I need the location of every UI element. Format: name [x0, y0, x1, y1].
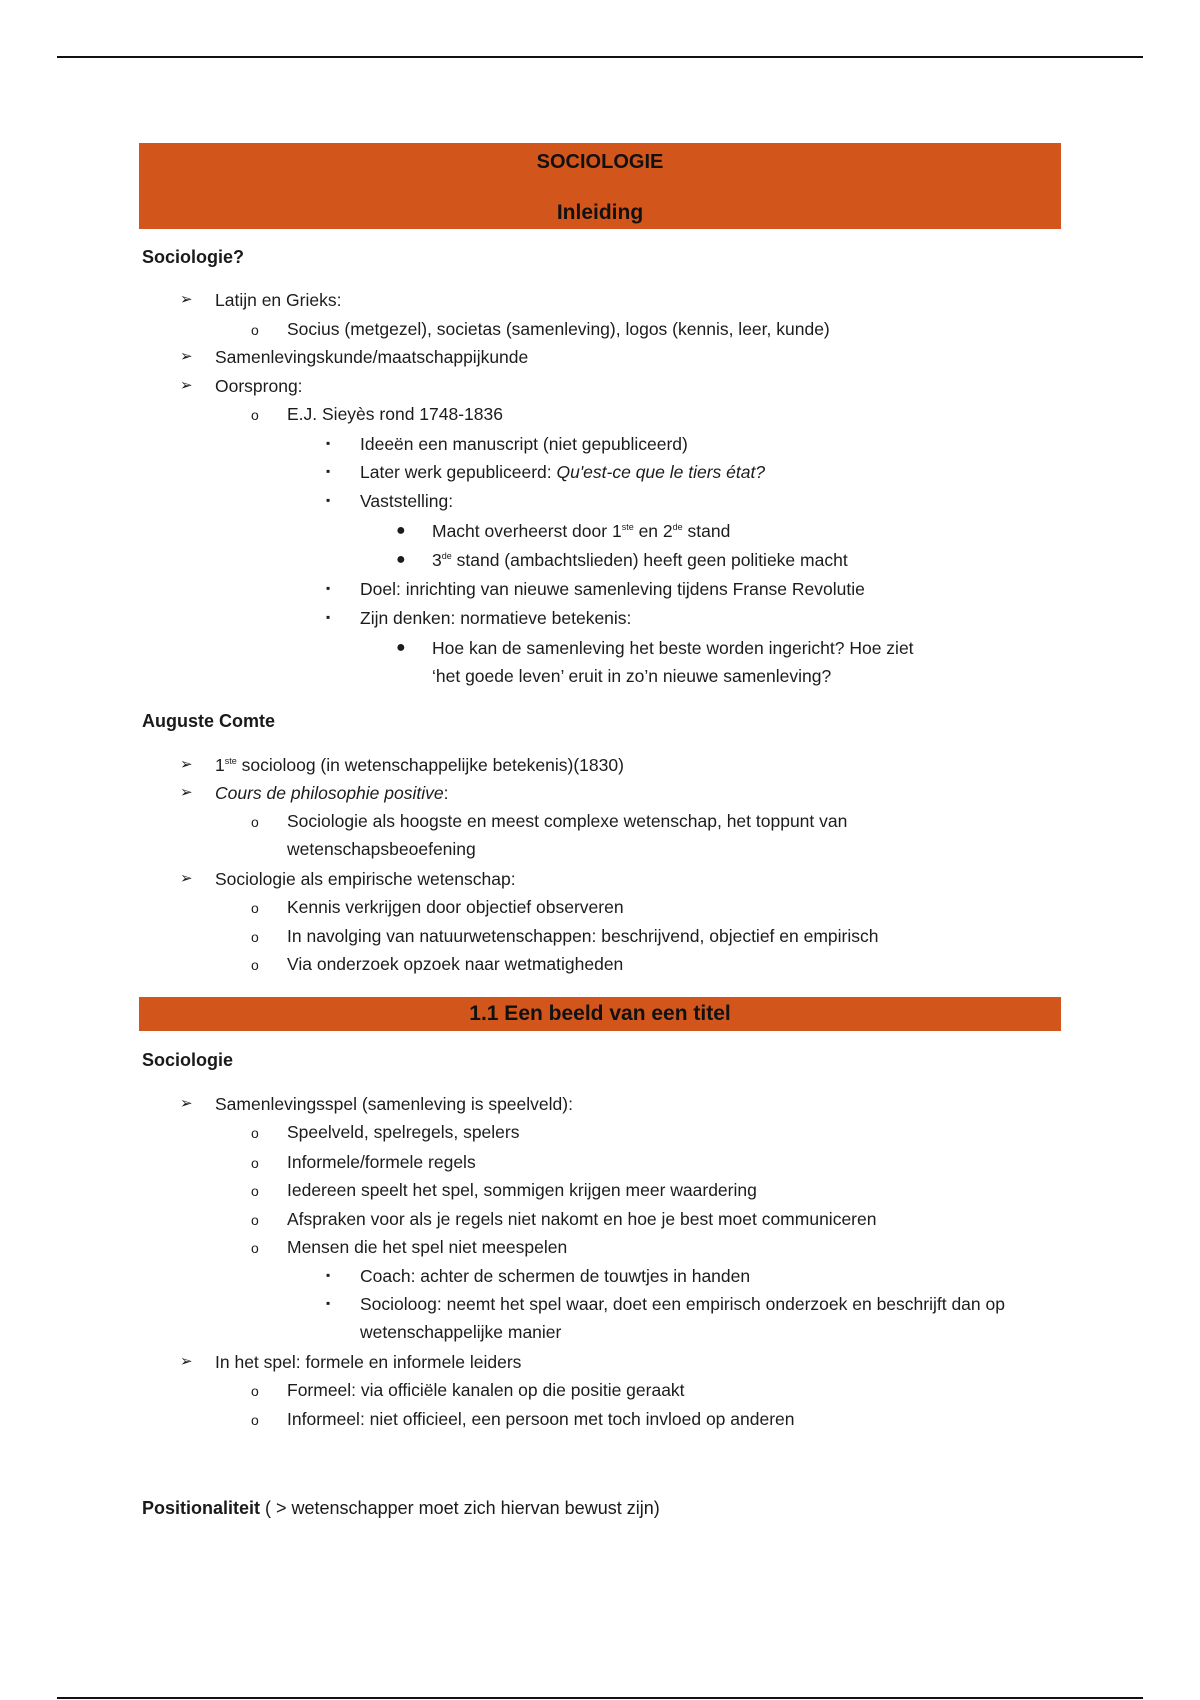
list-item: ● 3de stand (ambachtslieden) heeft geen politieke macht: [432, 546, 942, 574]
header-rule: [57, 56, 1143, 58]
section-banner: 1.1 Een beeld van een titel: [139, 997, 1061, 1031]
footer-rule: [57, 1697, 1143, 1699]
square-bullet-icon: ▪: [326, 610, 331, 624]
arrow-bullet-icon: ➢: [180, 756, 193, 773]
list-item: ➢ Sociologie als empirische wetenschap:: [215, 865, 1095, 893]
circle-bullet-icon: o: [251, 814, 259, 830]
circle-bullet-icon: o: [251, 957, 259, 973]
square-bullet-icon: ▪: [326, 436, 331, 450]
heading-sociologie: Sociologie: [142, 1050, 234, 1070]
arrow-bullet-icon: ➢: [180, 377, 193, 394]
list-item: o Formeel: via officiële kanalen op die positie geraakt: [287, 1376, 1107, 1404]
square-bullet-icon: ▪: [326, 464, 331, 478]
circle-bullet-icon: o: [251, 1125, 259, 1141]
list-item: o Mensen die het spel niet meespelen: [287, 1233, 1107, 1261]
title-banner: [139, 143, 1061, 229]
arrow-bullet-icon: ➢: [180, 1095, 193, 1112]
list-item: ● Macht overheerst door 1ste en 2de stand: [432, 517, 942, 545]
positionaliteit-note: ( > wetenschapper moet zich hiervan bewust zijn): [260, 1498, 660, 1518]
list-item: o Informeel: niet officieel, een persoon met toch invloed op anderen: [287, 1405, 1107, 1433]
square-bullet-icon: ▪: [326, 1268, 331, 1282]
list-item: o Socius (metgezel), societas (samenleving), logos (kennis, leer, kunde): [287, 315, 1107, 343]
heading-sociologie-vraag: Sociologie?: [142, 247, 245, 267]
work-title: Cours de philosophie positive: [215, 783, 444, 803]
list-item: ➢ Samenlevingskunde/maatschappijkunde: [215, 343, 1095, 371]
arrow-bullet-icon: ➢: [180, 1353, 193, 1370]
circle-bullet-icon: o: [251, 407, 259, 423]
circle-bullet-icon: o: [251, 1383, 259, 1399]
list-item: o Sociologie als hoogste en meest complexe wetenschap, het toppunt van wetenschapsbeoefening: [287, 807, 927, 863]
list-item: ▪ Doel: inrichting van nieuwe samenleving tijdens Franse Revolutie: [360, 575, 1080, 603]
list-item: o Afspraken voor als je regels niet nakomt en hoe je best moet communiceren: [287, 1205, 1107, 1233]
list-item: o Iedereen speelt het spel, sommigen krijgen meer waardering: [287, 1176, 1107, 1204]
list-item: ▪ Zijn denken: normatieve betekenis:: [360, 604, 1080, 632]
circle-bullet-icon: o: [251, 1412, 259, 1428]
positionaliteit-term: Positionaliteit: [142, 1498, 261, 1518]
list-item: ➢ In het spel: formele en informele leiders: [215, 1348, 1095, 1376]
document-title: SOCIOLOGIE: [536, 151, 664, 173]
list-item: ➢ Oorsprong:: [215, 372, 1095, 400]
list-item: ▪ Socioloog: neemt het spel waar, doet een empirisch onderzoek en beschrijft dan op wetenschappelijke manier: [360, 1290, 1080, 1346]
list-item: ● Hoe kan de samenleving het beste worden ingericht? Hoe ziet ‘het goede leven’ eruit in zo’n nieuwe samenleving?: [432, 634, 942, 690]
dot-bullet-icon: ●: [396, 551, 406, 568]
square-bullet-icon: ▪: [326, 1296, 331, 1310]
heading-auguste-comte: Auguste Comte: [142, 711, 276, 731]
list-item: o Kennis verkrijgen door objectief observeren: [287, 893, 1107, 921]
circle-bullet-icon: o: [251, 900, 259, 916]
positionaliteit-line: [142, 1494, 660, 1522]
square-bullet-icon: ▪: [326, 581, 331, 595]
list-item: ▪ Coach: achter de schermen de touwtjes in handen: [360, 1262, 1080, 1290]
list-item: ➢ Cours de philosophie positive:: [215, 779, 1095, 807]
list-item: ▪ Later werk gepubliceerd: Qu'est-ce que le tiers état?: [360, 458, 1080, 486]
list-item: o Via onderzoek opzoek naar wetmatigheden: [287, 950, 1107, 978]
circle-bullet-icon: o: [251, 1240, 259, 1256]
list-item: ➢ 1ste socioloog (in wetenschappelijke betekenis)(1830): [215, 751, 1095, 779]
list-item: o Speelveld, spelregels, spelers: [287, 1118, 1107, 1146]
circle-bullet-icon: o: [251, 929, 259, 945]
square-bullet-icon: ▪: [326, 493, 331, 507]
list-item: ▪ Ideeën een manuscript (niet gepubliceerd): [360, 430, 1080, 458]
list-item: o E.J. Sieyès rond 1748-1836: [287, 400, 1107, 428]
dot-bullet-icon: ●: [396, 522, 406, 539]
arrow-bullet-icon: ➢: [180, 348, 193, 365]
circle-bullet-icon: o: [251, 1155, 259, 1171]
arrow-bullet-icon: ➢: [180, 870, 193, 887]
circle-bullet-icon: o: [251, 322, 259, 338]
dot-bullet-icon: ●: [396, 639, 406, 656]
circle-bullet-icon: o: [251, 1183, 259, 1199]
list-item: ➢ Samenlevingsspel (samenleving is speelveld):: [215, 1090, 1095, 1118]
list-item: o Informele/formele regels: [287, 1148, 1107, 1176]
arrow-bullet-icon: ➢: [180, 291, 193, 308]
work-title: Qu'est-ce que le tiers état?: [556, 462, 766, 482]
document-subtitle: Inleiding: [556, 201, 644, 224]
circle-bullet-icon: o: [251, 1212, 259, 1228]
list-item: ▪ Vaststelling:: [360, 487, 1080, 515]
arrow-bullet-icon: ➢: [180, 784, 193, 801]
list-item: ➢ Latijn en Grieks:: [215, 286, 1095, 314]
list-item: o In navolging van natuurwetenschappen: beschrijvend, objectief en empirisch: [287, 922, 1107, 950]
